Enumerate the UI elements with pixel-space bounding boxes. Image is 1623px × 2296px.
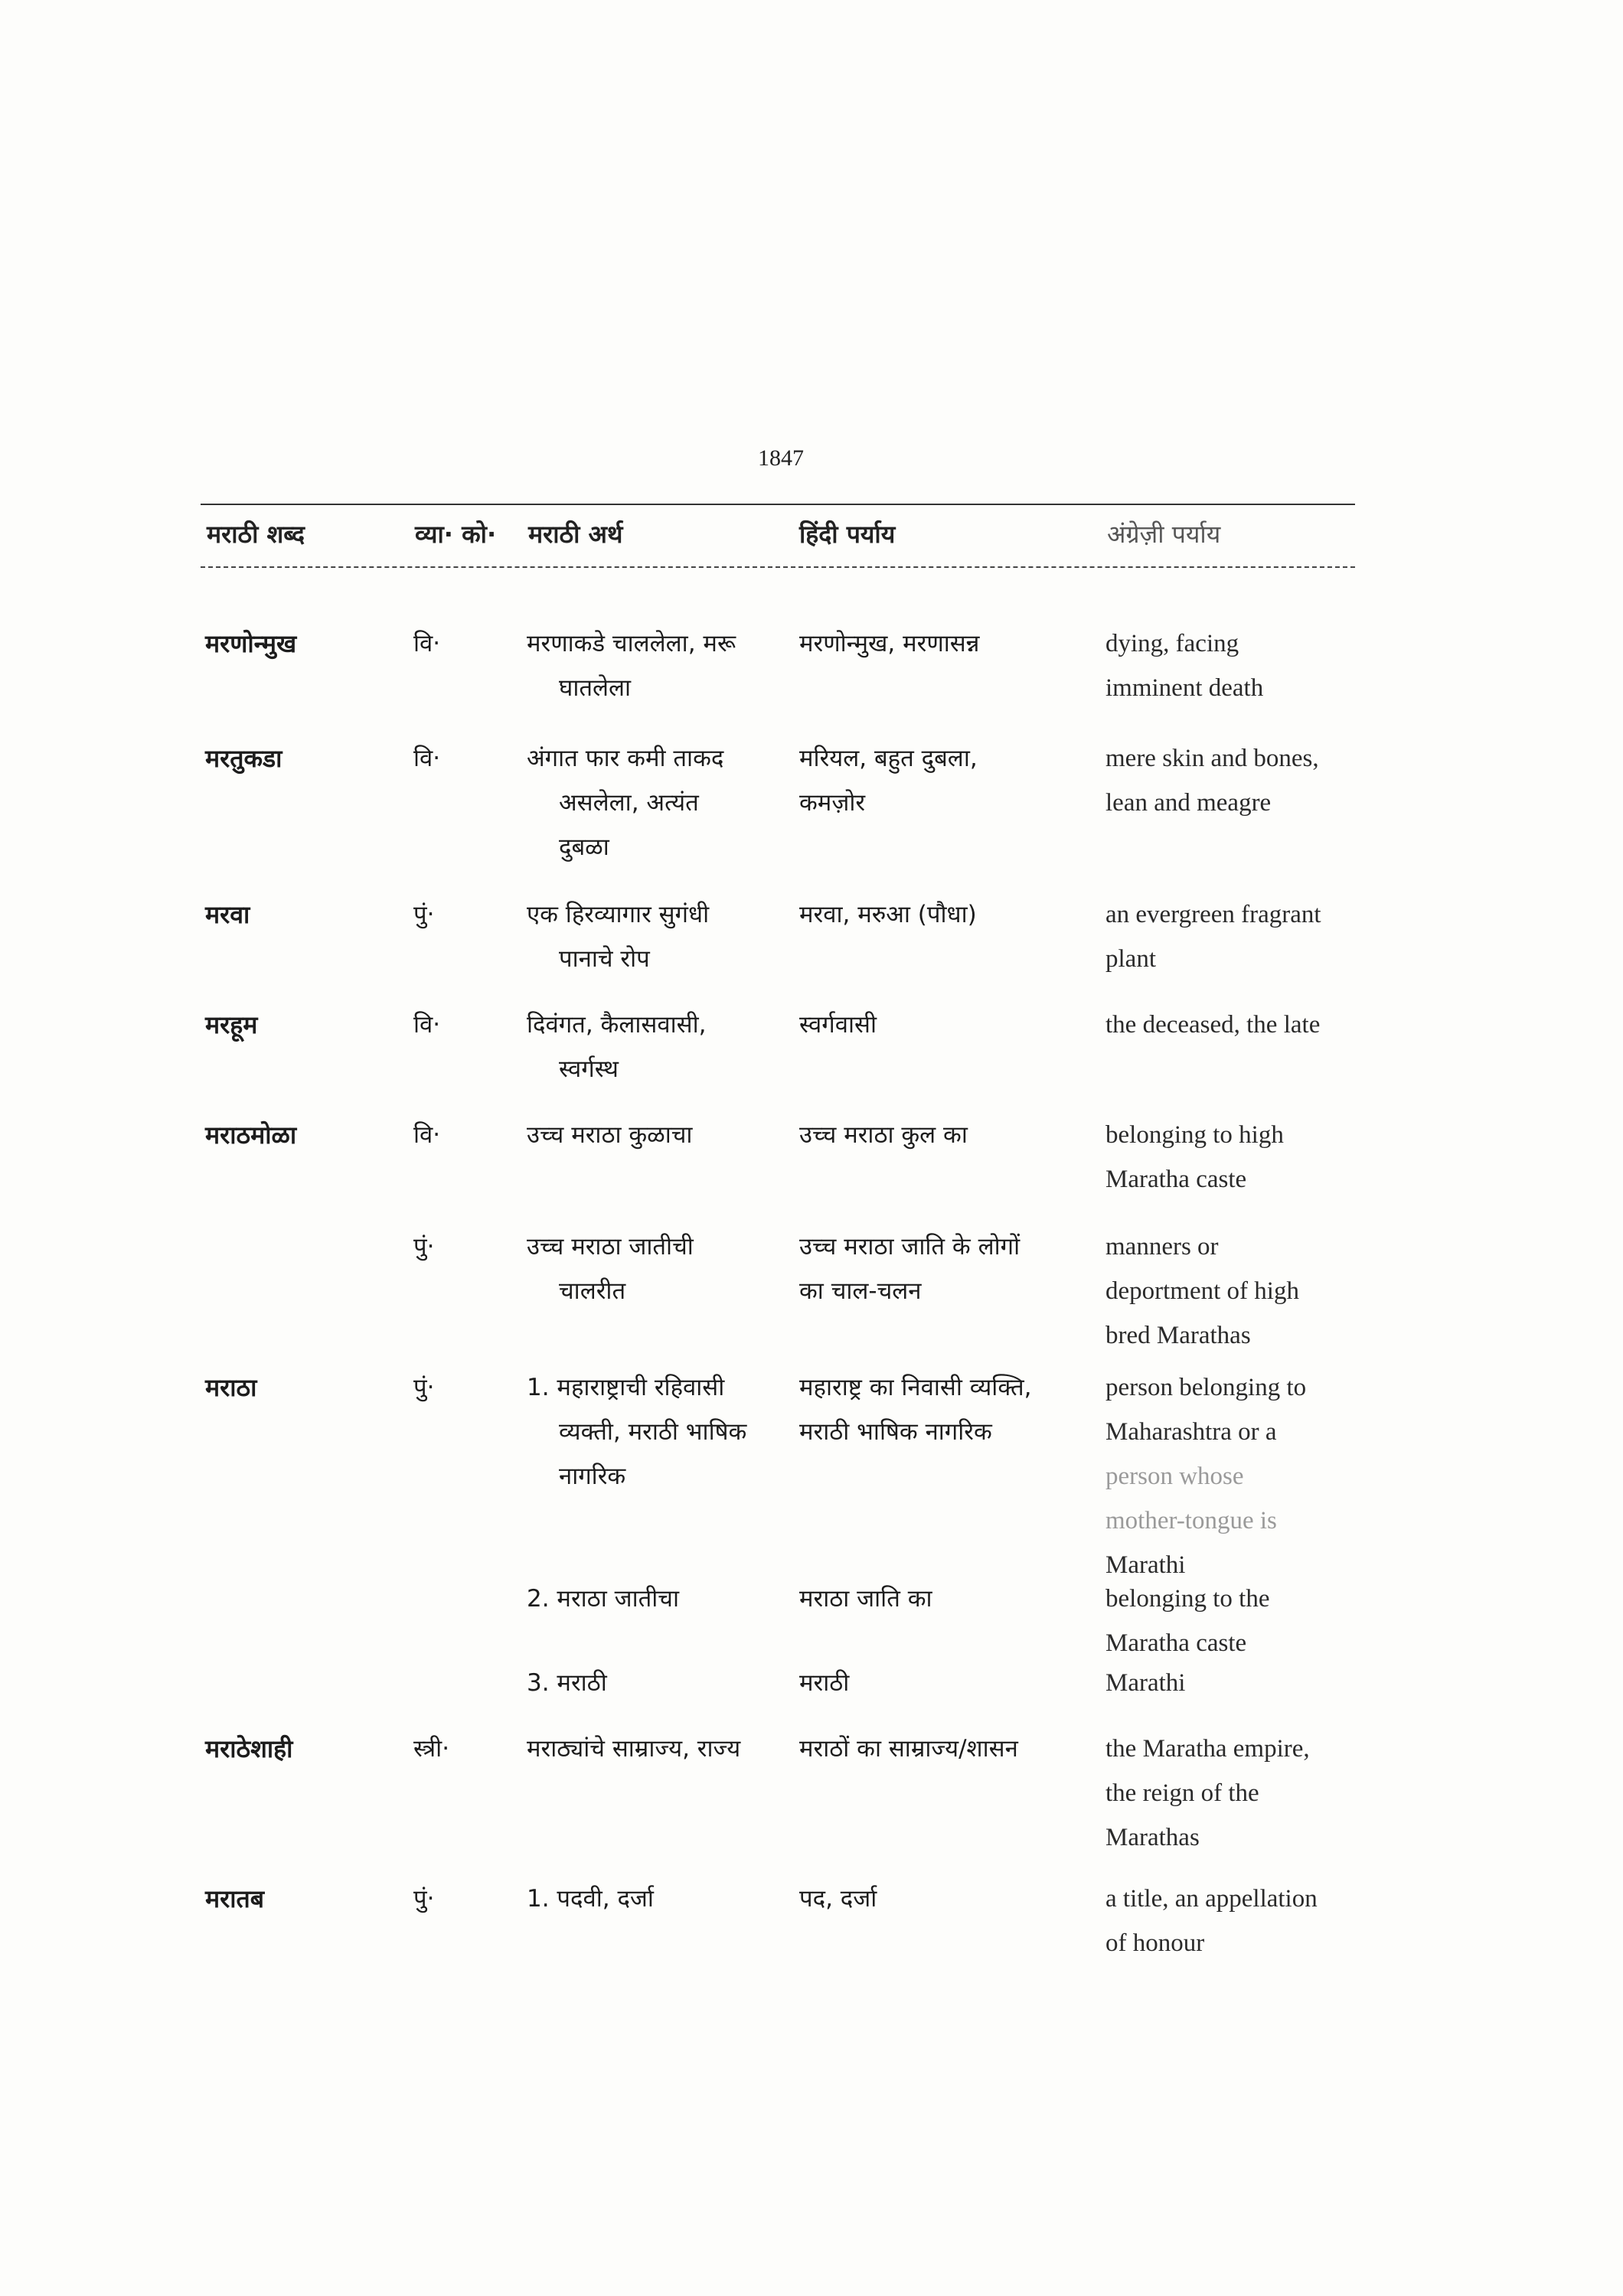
entry-hindi-equivalent-line: स्वर्गवासी: [799, 1011, 877, 1039]
entry-hindi-equivalent-line: मरवा, मरुआ (पौधा): [799, 901, 977, 928]
entry-english-equivalent-line: lean and meagre: [1105, 789, 1272, 817]
entry-english-equivalent: [1105, 892, 1366, 981]
entry-word: [205, 1727, 397, 1771]
entry-marathi-meaning: [527, 892, 787, 981]
entry-english-equivalent: [1105, 1661, 1366, 1705]
entry-marathi-meaning-line: स्वर्गस्थ: [559, 1055, 619, 1083]
entry-english-equivalent-line: belonging to the: [1105, 1585, 1270, 1613]
entry-english-equivalent: [1105, 736, 1366, 825]
entry-marathi-meaning-line: 1. महाराष्ट्राची रहिवासी: [527, 1374, 725, 1401]
entry-english-equivalent-line: imminent death: [1105, 674, 1264, 702]
entry-marathi-meaning-line: घातलेला: [559, 674, 632, 702]
entry-hindi-equivalent: [799, 736, 1090, 825]
entry-hindi-equivalent-line: कमज़ोर: [799, 789, 866, 817]
entry-marathi-meaning-line: 1. पदवी, दर्जा: [527, 1885, 654, 1913]
entry-grammar: [413, 736, 498, 781]
entry-grammar: [413, 1113, 498, 1157]
entry-marathi-meaning-line: असलेला, अत्यंत: [559, 789, 699, 817]
entry-word-line: मरवा: [205, 900, 250, 929]
entry-hindi-equivalent: [799, 1877, 1090, 1921]
entry-marathi-meaning-line: मरणाकडे चाललेला, मरू: [527, 630, 736, 657]
entry-hindi-equivalent-line: उच्च मराठा जाति के लोगों: [799, 1233, 1020, 1261]
entry-english-equivalent-line: the deceased, the late: [1105, 1011, 1321, 1039]
entry-english-equivalent-line: the Maratha empire,: [1105, 1735, 1310, 1763]
entry-hindi-equivalent-line: मराठी भाषिक नागरिक: [799, 1418, 992, 1446]
entry-hindi-equivalent: [799, 1727, 1090, 1771]
entry-grammar-line: स्त्री·: [413, 1735, 450, 1763]
entry-grammar-line: वि·: [413, 1121, 441, 1149]
entry-english-equivalent: [1105, 1003, 1366, 1047]
entry-marathi-meaning-line: अंगात फार कमी ताकद: [527, 745, 724, 772]
header-grammar: व्या· को·: [415, 520, 497, 549]
entry-english-equivalent-line: a title, an appellation: [1105, 1885, 1318, 1913]
entry-marathi-meaning-line: दुबळा: [559, 833, 609, 861]
entry-word: [205, 621, 397, 666]
entry-english-equivalent-line: an evergreen fragrant: [1105, 901, 1321, 928]
entry-word-line: मरहूम: [205, 1010, 258, 1039]
entry-english-equivalent-line: Marathas: [1105, 1824, 1200, 1851]
entry-marathi-meaning: [527, 1003, 787, 1091]
entry-word: [205, 1365, 397, 1410]
entry-hindi-equivalent: [799, 1003, 1090, 1047]
entry-marathi-meaning-line: एक हिरव्यागार सुगंधी: [527, 901, 710, 928]
entry-english-equivalent: [1105, 1225, 1366, 1358]
entry-marathi-meaning: [527, 1577, 787, 1621]
entry-marathi-meaning-line: उच्च मराठा कुळाचा: [527, 1121, 693, 1149]
entry-english-equivalent: [1105, 1727, 1366, 1860]
entry-marathi-meaning: [527, 1113, 787, 1157]
entry-grammar: [413, 621, 498, 666]
entry-hindi-equivalent-line: मराठों का साम्राज्य/शासन: [799, 1735, 1018, 1763]
entry-english-equivalent: [1105, 1577, 1366, 1665]
entry-hindi-equivalent-line: मराठा जाति का: [799, 1585, 932, 1613]
entry-english-equivalent-line: dying, facing: [1105, 630, 1239, 657]
entry-hindi-equivalent: [799, 621, 1090, 666]
entry-grammar: [413, 1365, 498, 1410]
entry-word-line: मराठा: [205, 1373, 257, 1402]
entry-english-equivalent-line: person whose: [1105, 1463, 1244, 1490]
entry-marathi-meaning-line: उच्च मराठा जातीची: [527, 1233, 694, 1261]
entry-english-equivalent-line: mother-tongue is: [1105, 1507, 1277, 1534]
entry-grammar: [413, 892, 498, 937]
entry-marathi-meaning: [527, 1225, 787, 1313]
entry-marathi-meaning: [527, 736, 787, 869]
entry-english-equivalent-line: Maratha caste: [1105, 1166, 1247, 1193]
entry-grammar-line: वि·: [413, 1011, 441, 1039]
entry-english-equivalent-line: of honour: [1105, 1929, 1205, 1957]
entry-marathi-meaning-line: नागरिक: [559, 1463, 626, 1490]
entry-hindi-equivalent-line: पद, दर्जा: [799, 1885, 877, 1913]
entry-word: [205, 892, 397, 937]
entry-hindi-equivalent-line: महाराष्ट्र का निवासी व्यक्ति,: [799, 1374, 1032, 1401]
entry-hindi-equivalent-line: उच्च मराठा कुल का: [799, 1121, 968, 1149]
entry-marathi-meaning-line: चालरीत: [559, 1277, 626, 1305]
entry-english-equivalent-line: Maratha caste: [1105, 1629, 1247, 1657]
entry-marathi-meaning: [527, 1661, 787, 1705]
entry-english-equivalent-line: manners or: [1105, 1233, 1219, 1261]
entry-english-equivalent: [1105, 1113, 1366, 1202]
entry-marathi-meaning: [527, 1877, 787, 1921]
entry-hindi-equivalent-line: मराठी: [799, 1669, 850, 1697]
entry-english-equivalent-line: mere skin and bones,: [1105, 745, 1319, 772]
entry-hindi-equivalent: [799, 1577, 1090, 1621]
entry-hindi-equivalent-line: मरियल, बहुत दुबला,: [799, 745, 978, 772]
entry-english-equivalent-line: belonging to high: [1105, 1121, 1284, 1149]
entry-grammar: [413, 1877, 498, 1921]
entry-marathi-meaning: [527, 621, 787, 710]
page-number: 1847: [758, 445, 804, 471]
entry-grammar: [413, 1225, 498, 1269]
entry-english-equivalent-line: plant: [1105, 945, 1156, 973]
entry-english-equivalent-line: Maharashtra or a: [1105, 1418, 1277, 1446]
entry-hindi-equivalent: [799, 892, 1090, 937]
header-bottom-rule: [201, 566, 1355, 568]
header-english-equivalent: अंग्रेज़ी पर्याय: [1107, 520, 1221, 549]
entry-marathi-meaning: [527, 1365, 787, 1499]
header-marathi-meaning: मराठी अर्थ: [528, 520, 623, 549]
header-top-rule: [201, 504, 1355, 505]
entry-english-equivalent-line: person belonging to: [1105, 1374, 1307, 1401]
entry-marathi-meaning-line: 3. मराठी: [527, 1669, 607, 1697]
entry-english-equivalent-line: Marathi: [1105, 1669, 1186, 1697]
entry-word-line: मरणोन्मुख: [205, 629, 297, 658]
entry-english-equivalent-line: the reign of the: [1105, 1779, 1259, 1807]
entry-marathi-meaning-line: 2. मराठा जातीचा: [527, 1585, 680, 1613]
entry-grammar-line: वि·: [413, 745, 441, 772]
entry-hindi-equivalent: [799, 1225, 1090, 1313]
header-hindi-equivalent: हिंदी पर्याय: [799, 520, 896, 549]
entry-marathi-meaning-line: पानाचे रोप: [559, 945, 650, 973]
entry-grammar: [413, 1003, 498, 1047]
entry-english-equivalent-line: Marathi: [1105, 1551, 1186, 1579]
entry-word: [205, 1877, 397, 1921]
entry-grammar: [413, 1727, 498, 1771]
entry-english-equivalent-line: bred Marathas: [1105, 1322, 1251, 1349]
entry-english-equivalent: [1105, 1877, 1366, 1965]
entry-word-line: मराठमोळा: [205, 1120, 297, 1150]
entry-word-line: मराठेशाही: [205, 1734, 293, 1763]
entry-grammar-line: वि·: [413, 630, 441, 657]
entry-marathi-meaning-line: मराठ्यांचे साम्राज्य, राज्य: [527, 1735, 741, 1763]
entry-hindi-equivalent: [799, 1661, 1090, 1705]
entry-english-equivalent: [1105, 1365, 1366, 1587]
entry-word: [205, 1113, 397, 1157]
entry-word-line: मरतुकडा: [205, 744, 282, 773]
entry-grammar-line: पुं·: [413, 1885, 435, 1913]
entry-grammar-line: पुं·: [413, 901, 435, 928]
entry-marathi-meaning-line: दिवंगत, कैलासवासी,: [527, 1011, 707, 1039]
entry-grammar-line: पुं·: [413, 1233, 435, 1261]
entry-grammar-line: पुं·: [413, 1374, 435, 1401]
entry-english-equivalent-line: deportment of high: [1105, 1277, 1299, 1305]
header-marathi-word: मराठी शब्द: [207, 520, 305, 549]
entry-marathi-meaning: [527, 1727, 787, 1771]
entry-word-line: मरातब: [205, 1884, 265, 1913]
entry-word: [205, 736, 397, 781]
entry-english-equivalent: [1105, 621, 1366, 710]
entry-hindi-equivalent-line: का चाल-चलन: [799, 1277, 922, 1305]
entry-word: [205, 1003, 397, 1047]
entry-hindi-equivalent-line: मरणोन्मुख, मरणासन्न: [799, 630, 980, 657]
entry-hindi-equivalent: [799, 1365, 1090, 1454]
entry-hindi-equivalent: [799, 1113, 1090, 1157]
entry-marathi-meaning-line: व्यक्ती, मराठी भाषिक: [559, 1418, 747, 1446]
